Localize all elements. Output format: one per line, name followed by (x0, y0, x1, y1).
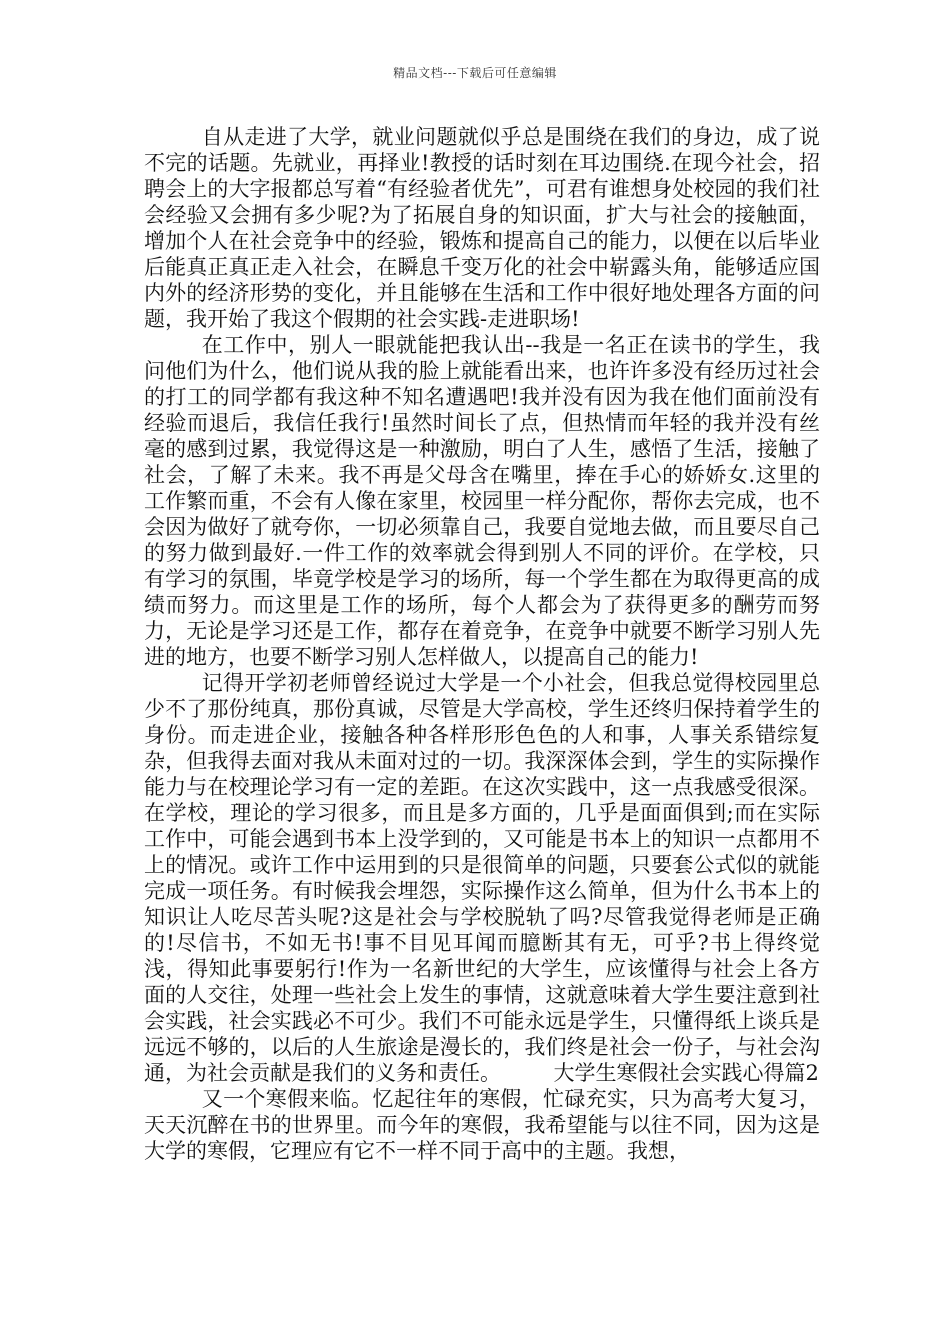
paragraph: 在工作中，别人一眼就能把我认出--我是一名正在读书的学生，我问他们为什么，他们说从我的脸上就能看出来，也许许多没有经历过社会的打工的同学都有我这种不知名遭遇吧!我并没有因为我在他们面前没有经验而退后，我信任我行!虽然时间长了点，但热情而年轻的我并没有丝毫的感到过累，我觉得这是一种激励，明白了人生，感悟了生活，接触了社会，了解了未来。我不再是父母含在嘴里，捧在手心的娇娇女.这里的工作繁而重，不会有人像在家里，校园里一样分配你，帮你去完成，也不会因为做好了就夸你，一切必须靠自己，我要自觉地去做，而且要尽自己的努力做到最好.一件工作的效率就会得到别人不同的评价。在学校，只有学习的氛围，毕竟学校是学习的场所，每一个学生都在为取得更高的成绩而努力。而这里是工作的场所，每个人都会为了获得更多的酬劳而努力，无论是学习还是工作，都存在着竞争，在竞争中就要不断学习别人先进的地方，也要不断学习别人怎样做人，以提高自己的能力! (144, 333, 820, 669)
paragraph: 又一个寒假来临。忆起往年的寒假，忙碌充实，只为高考大复习，天天沉醉在书的世界里。而今年的寒假，我希望能与以往不同，因为这是大学的寒假，它理应有它不一样不同于高中的主题。我想， (144, 1087, 820, 1163)
page-header: 精品文档---下载后可任意编辑 (393, 66, 557, 80)
paragraph: 自从走进了大学，就业问题就似乎总是围绕在我们的身边，成了说不完的话题。先就业，再择业!教授的话时刻在耳边围绕.在现今社会，招聘会上的大字报都总写着“有经验者优先”，可君有谁想身处校园的我们社会经验又会拥有多少呢?为了拓展自身的知识面，扩大与社会的接触面，增加个人在社会竞争中的经验，锻炼和提高自己的能力，以便在以后毕业后能真正真正走入社会，在瞬息千变万化的社会中崭露头角，能够适应国内外的经济形势的变化，并且能够在生活和工作中很好地处理各方面的问题，我开始了我这个假期的社会实践-走进职场! (144, 125, 820, 331)
document-body (144, 124, 820, 1164)
paragraph: 记得开学初老师曾经说过大学是一个小社会，但我总觉得校园里总少不了那份纯真，那份真诚，尽管是大学高校，学生还终归保持着学生的身份。而走进企业，接触各种各样形形色色的人和事，人事关系错综复杂，但我得去面对我从未面对过的一切。我深深体会到，学生的实际操作能力与在校理论学习有一定的差距。在这次实践中，这一点我感受很深。在学校，理论的学习很多，而且是多方面的，几乎是面面俱到;而在实际工作中，可能会遇到书本上没学到的，又可能是书本上的知识一点都用不上的情况。或许工作中运用到的只是很简单的问题，只要套公式似的就能完成一项任务。有时候我会埋怨，实际操作这么简单，但为什么书本上的知识让人吃尽苦头呢?这是社会与学校脱轨了吗?尽管我觉得老师是正确的!尽信书，不如无书!事不目见耳闻而臆断其有无，可乎?书上得终觉浅，得知此事要躬行!作为一名新世纪的大学生，应该懂得与社会上各方面的人交往，处理一些社会上发生的事情，这就意味着大学生要注意到社会实践，社会实践必不可少。我们不可能永远是学生，只懂得纸上谈兵是远远不够的，以后的人生旅途是漫长的，我们终是社会一份子，与社会沟通，为社会贡献是我们的义务和责任。 大学生寒假社会实践心得篇2 (144, 671, 820, 1085)
